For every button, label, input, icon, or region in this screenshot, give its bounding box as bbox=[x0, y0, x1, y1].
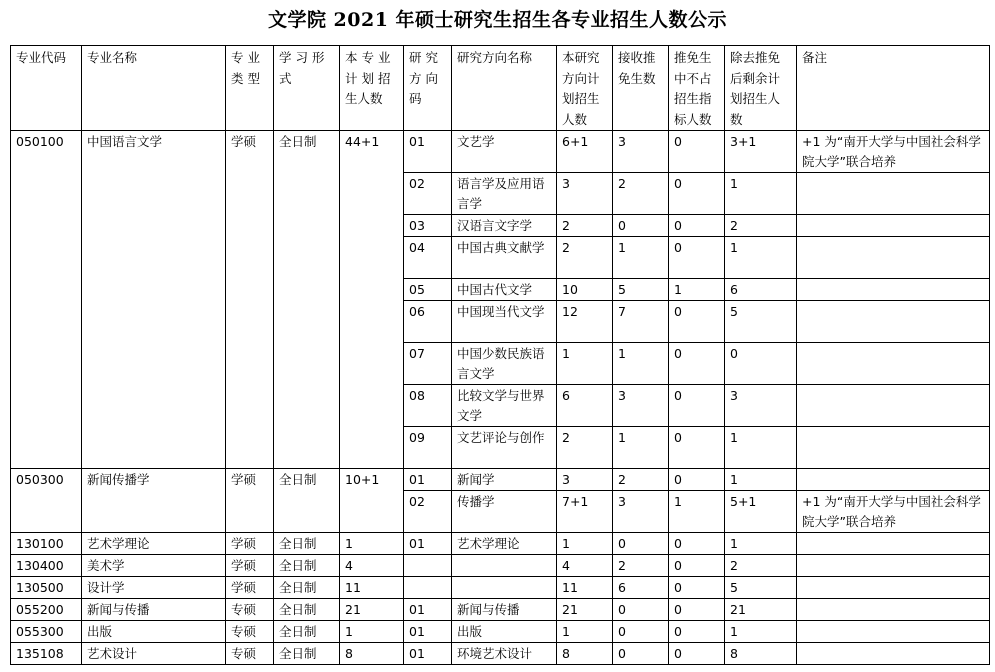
note-cell bbox=[797, 469, 990, 491]
direction-code-cell: 08 bbox=[404, 385, 452, 427]
study-mode-cell: 全日制 bbox=[274, 555, 340, 577]
direction-plan-cell: 3 bbox=[557, 173, 613, 215]
exempt-count-cell: 0 bbox=[613, 599, 669, 621]
exempt-count-cell: 0 bbox=[613, 643, 669, 665]
non-quota-cell: 0 bbox=[669, 343, 725, 385]
header-cell: 学 习 形 式 bbox=[274, 46, 340, 131]
non-quota-cell: 0 bbox=[669, 427, 725, 469]
direction-name-cell: 文艺评论与创作 bbox=[452, 427, 557, 469]
direction-code-cell: 04 bbox=[404, 237, 452, 279]
major-code-cell: 050100 bbox=[11, 131, 82, 469]
exempt-count-cell: 5 bbox=[613, 279, 669, 301]
note-cell bbox=[797, 385, 990, 427]
header-cell: 本研究方向计划招生人数 bbox=[557, 46, 613, 131]
direction-name-cell: 传播学 bbox=[452, 491, 557, 533]
direction-plan-cell: 1 bbox=[557, 621, 613, 643]
remaining-plan-cell: 1 bbox=[725, 173, 797, 215]
major-name-cell: 中国语言文学 bbox=[82, 131, 226, 469]
remaining-plan-cell: 1 bbox=[725, 533, 797, 555]
note-cell bbox=[797, 533, 990, 555]
major-type-cell: 专硕 bbox=[226, 621, 274, 643]
non-quota-cell: 0 bbox=[669, 621, 725, 643]
non-quota-cell: 0 bbox=[669, 385, 725, 427]
major-code-cell: 050300 bbox=[11, 469, 82, 533]
remaining-plan-cell: 5+1 bbox=[725, 491, 797, 533]
direction-plan-cell: 6 bbox=[557, 385, 613, 427]
exempt-count-cell: 1 bbox=[613, 427, 669, 469]
direction-code-cell: 03 bbox=[404, 215, 452, 237]
header-cell: 推免生中不占招生指标人数 bbox=[669, 46, 725, 131]
note-cell bbox=[797, 643, 990, 665]
direction-plan-cell: 8 bbox=[557, 643, 613, 665]
major-name-cell: 新闻传播学 bbox=[82, 469, 226, 533]
non-quota-cell: 0 bbox=[669, 237, 725, 279]
non-quota-cell: 0 bbox=[669, 643, 725, 665]
exempt-count-cell: 0 bbox=[613, 215, 669, 237]
non-quota-cell: 0 bbox=[669, 533, 725, 555]
table-row bbox=[11, 643, 990, 665]
non-quota-cell: 0 bbox=[669, 173, 725, 215]
direction-plan-cell: 12 bbox=[557, 301, 613, 343]
major-name-cell: 艺术学理论 bbox=[82, 533, 226, 555]
table-row bbox=[11, 599, 990, 621]
remaining-plan-cell: 1 bbox=[725, 469, 797, 491]
remaining-plan-cell: 3+1 bbox=[725, 131, 797, 173]
direction-code-cell: 01 bbox=[404, 621, 452, 643]
header-cell: 本 专 业 计 划 招 生人数 bbox=[340, 46, 404, 131]
major-type-cell: 专硕 bbox=[226, 643, 274, 665]
remaining-plan-cell: 1 bbox=[725, 237, 797, 279]
remaining-plan-cell: 5 bbox=[725, 301, 797, 343]
major-code-cell: 055300 bbox=[11, 621, 82, 643]
direction-name-cell: 中国少数民族语言文学 bbox=[452, 343, 557, 385]
direction-plan-cell: 1 bbox=[557, 343, 613, 385]
direction-plan-cell: 7+1 bbox=[557, 491, 613, 533]
major-type-cell: 学硕 bbox=[226, 533, 274, 555]
header-cell: 专业名称 bbox=[82, 46, 226, 131]
direction-code-cell bbox=[404, 577, 452, 599]
direction-name-cell: 中国古典文献学 bbox=[452, 237, 557, 279]
major-name-cell: 设计学 bbox=[82, 577, 226, 599]
exempt-count-cell: 2 bbox=[613, 555, 669, 577]
note-cell bbox=[797, 301, 990, 343]
direction-code-cell: 09 bbox=[404, 427, 452, 469]
remaining-plan-cell: 0 bbox=[725, 343, 797, 385]
table-row bbox=[11, 533, 990, 555]
direction-plan-cell: 21 bbox=[557, 599, 613, 621]
direction-name-cell bbox=[452, 555, 557, 577]
major-name-cell: 出版 bbox=[82, 621, 226, 643]
direction-code-cell: 05 bbox=[404, 279, 452, 301]
direction-code-cell: 01 bbox=[404, 469, 452, 491]
direction-code-cell: 01 bbox=[404, 533, 452, 555]
non-quota-cell: 0 bbox=[669, 301, 725, 343]
note-cell bbox=[797, 215, 990, 237]
direction-plan-cell: 6+1 bbox=[557, 131, 613, 173]
header-cell: 备注 bbox=[797, 46, 990, 131]
exempt-count-cell: 3 bbox=[613, 491, 669, 533]
non-quota-cell: 0 bbox=[669, 577, 725, 599]
table-row bbox=[11, 621, 990, 643]
exempt-count-cell: 1 bbox=[613, 237, 669, 279]
exempt-count-cell: 1 bbox=[613, 343, 669, 385]
table-row bbox=[11, 469, 990, 491]
major-plan-cell: 4 bbox=[340, 555, 404, 577]
header-cell: 研究方向名称 bbox=[452, 46, 557, 131]
table-row bbox=[11, 555, 990, 577]
non-quota-cell: 0 bbox=[669, 131, 725, 173]
direction-plan-cell: 2 bbox=[557, 427, 613, 469]
direction-code-cell: 07 bbox=[404, 343, 452, 385]
remaining-plan-cell: 2 bbox=[725, 215, 797, 237]
major-type-cell: 学硕 bbox=[226, 555, 274, 577]
major-code-cell: 135108 bbox=[11, 643, 82, 665]
remaining-plan-cell: 3 bbox=[725, 385, 797, 427]
direction-code-cell: 01 bbox=[404, 643, 452, 665]
direction-plan-cell: 10 bbox=[557, 279, 613, 301]
major-plan-cell: 21 bbox=[340, 599, 404, 621]
direction-name-cell: 出版 bbox=[452, 621, 557, 643]
major-name-cell: 新闻与传播 bbox=[82, 599, 226, 621]
direction-plan-cell: 4 bbox=[557, 555, 613, 577]
direction-plan-cell: 11 bbox=[557, 577, 613, 599]
note-cell bbox=[797, 173, 990, 215]
note-cell bbox=[797, 237, 990, 279]
major-code-cell: 130400 bbox=[11, 555, 82, 577]
direction-name-cell: 中国古代文学 bbox=[452, 279, 557, 301]
note-cell: +1 为“南开大学与中国社会科学院大学”联合培养 bbox=[797, 491, 990, 533]
direction-plan-cell: 2 bbox=[557, 215, 613, 237]
remaining-plan-cell: 8 bbox=[725, 643, 797, 665]
remaining-plan-cell: 1 bbox=[725, 621, 797, 643]
major-plan-cell: 44+1 bbox=[340, 131, 404, 469]
non-quota-cell: 0 bbox=[669, 599, 725, 621]
direction-code-cell: 01 bbox=[404, 599, 452, 621]
major-code-cell: 130100 bbox=[11, 533, 82, 555]
page-title: 文学院 2021 年硕士研究生招生各专业招生人数公示 bbox=[267, 9, 728, 31]
direction-code-cell: 02 bbox=[404, 491, 452, 533]
direction-code-cell: 02 bbox=[404, 173, 452, 215]
major-plan-cell: 1 bbox=[340, 533, 404, 555]
note-cell bbox=[797, 427, 990, 469]
table-row bbox=[11, 131, 990, 173]
direction-name-cell: 新闻与传播 bbox=[452, 599, 557, 621]
remaining-plan-cell: 6 bbox=[725, 279, 797, 301]
exempt-count-cell: 0 bbox=[613, 621, 669, 643]
direction-name-cell: 比较文学与世界文学 bbox=[452, 385, 557, 427]
study-mode-cell: 全日制 bbox=[274, 643, 340, 665]
note-cell: +1 为“南开大学与中国社会科学院大学”联合培养 bbox=[797, 131, 990, 173]
direction-name-cell: 语言学及应用语言学 bbox=[452, 173, 557, 215]
header-cell: 研 究 方 向 码 bbox=[404, 46, 452, 131]
exempt-count-cell: 0 bbox=[613, 533, 669, 555]
remaining-plan-cell: 5 bbox=[725, 577, 797, 599]
study-mode-cell: 全日制 bbox=[274, 131, 340, 469]
exempt-count-cell: 3 bbox=[613, 131, 669, 173]
direction-name-cell: 新闻学 bbox=[452, 469, 557, 491]
study-mode-cell: 全日制 bbox=[274, 533, 340, 555]
direction-code-cell bbox=[404, 555, 452, 577]
note-cell bbox=[797, 279, 990, 301]
major-name-cell: 艺术设计 bbox=[82, 643, 226, 665]
study-mode-cell: 全日制 bbox=[274, 469, 340, 533]
exempt-count-cell: 6 bbox=[613, 577, 669, 599]
header-cell: 接收推免生数 bbox=[613, 46, 669, 131]
major-plan-cell: 11 bbox=[340, 577, 404, 599]
major-code-cell: 055200 bbox=[11, 599, 82, 621]
header-cell: 专业代码 bbox=[11, 46, 82, 131]
remaining-plan-cell: 21 bbox=[725, 599, 797, 621]
direction-name-cell: 艺术学理论 bbox=[452, 533, 557, 555]
direction-name-cell: 环境艺术设计 bbox=[452, 643, 557, 665]
direction-name-cell bbox=[452, 577, 557, 599]
header-cell: 除去推免后剩余计划招生人数 bbox=[725, 46, 797, 131]
non-quota-cell: 0 bbox=[669, 215, 725, 237]
major-plan-cell: 10+1 bbox=[340, 469, 404, 533]
major-type-cell: 专硕 bbox=[226, 599, 274, 621]
direction-code-cell: 01 bbox=[404, 131, 452, 173]
note-cell bbox=[797, 343, 990, 385]
direction-name-cell: 中国现当代文学 bbox=[452, 301, 557, 343]
non-quota-cell: 1 bbox=[669, 279, 725, 301]
note-cell bbox=[797, 577, 990, 599]
major-type-cell: 学硕 bbox=[226, 131, 274, 469]
study-mode-cell: 全日制 bbox=[274, 621, 340, 643]
direction-name-cell: 文艺学 bbox=[452, 131, 557, 173]
non-quota-cell: 1 bbox=[669, 491, 725, 533]
exempt-count-cell: 7 bbox=[613, 301, 669, 343]
note-cell bbox=[797, 621, 990, 643]
major-name-cell: 美术学 bbox=[82, 555, 226, 577]
non-quota-cell: 0 bbox=[669, 555, 725, 577]
exempt-count-cell: 2 bbox=[613, 173, 669, 215]
enrollment-table bbox=[10, 45, 990, 665]
note-cell bbox=[797, 555, 990, 577]
direction-name-cell: 汉语言文字学 bbox=[452, 215, 557, 237]
major-plan-cell: 1 bbox=[340, 621, 404, 643]
major-type-cell: 学硕 bbox=[226, 577, 274, 599]
header-cell: 专 业 类 型 bbox=[226, 46, 274, 131]
remaining-plan-cell: 1 bbox=[725, 427, 797, 469]
direction-plan-cell: 2 bbox=[557, 237, 613, 279]
direction-plan-cell: 3 bbox=[557, 469, 613, 491]
major-code-cell: 130500 bbox=[11, 577, 82, 599]
note-cell bbox=[797, 599, 990, 621]
study-mode-cell: 全日制 bbox=[274, 577, 340, 599]
exempt-count-cell: 2 bbox=[613, 469, 669, 491]
study-mode-cell: 全日制 bbox=[274, 599, 340, 621]
exempt-count-cell: 3 bbox=[613, 385, 669, 427]
table-row bbox=[11, 577, 990, 599]
major-type-cell: 学硕 bbox=[226, 469, 274, 533]
non-quota-cell: 0 bbox=[669, 469, 725, 491]
header-row bbox=[11, 46, 990, 131]
remaining-plan-cell: 2 bbox=[725, 555, 797, 577]
table-body bbox=[11, 131, 990, 665]
direction-code-cell: 06 bbox=[404, 301, 452, 343]
major-plan-cell: 8 bbox=[340, 643, 404, 665]
direction-plan-cell: 1 bbox=[557, 533, 613, 555]
